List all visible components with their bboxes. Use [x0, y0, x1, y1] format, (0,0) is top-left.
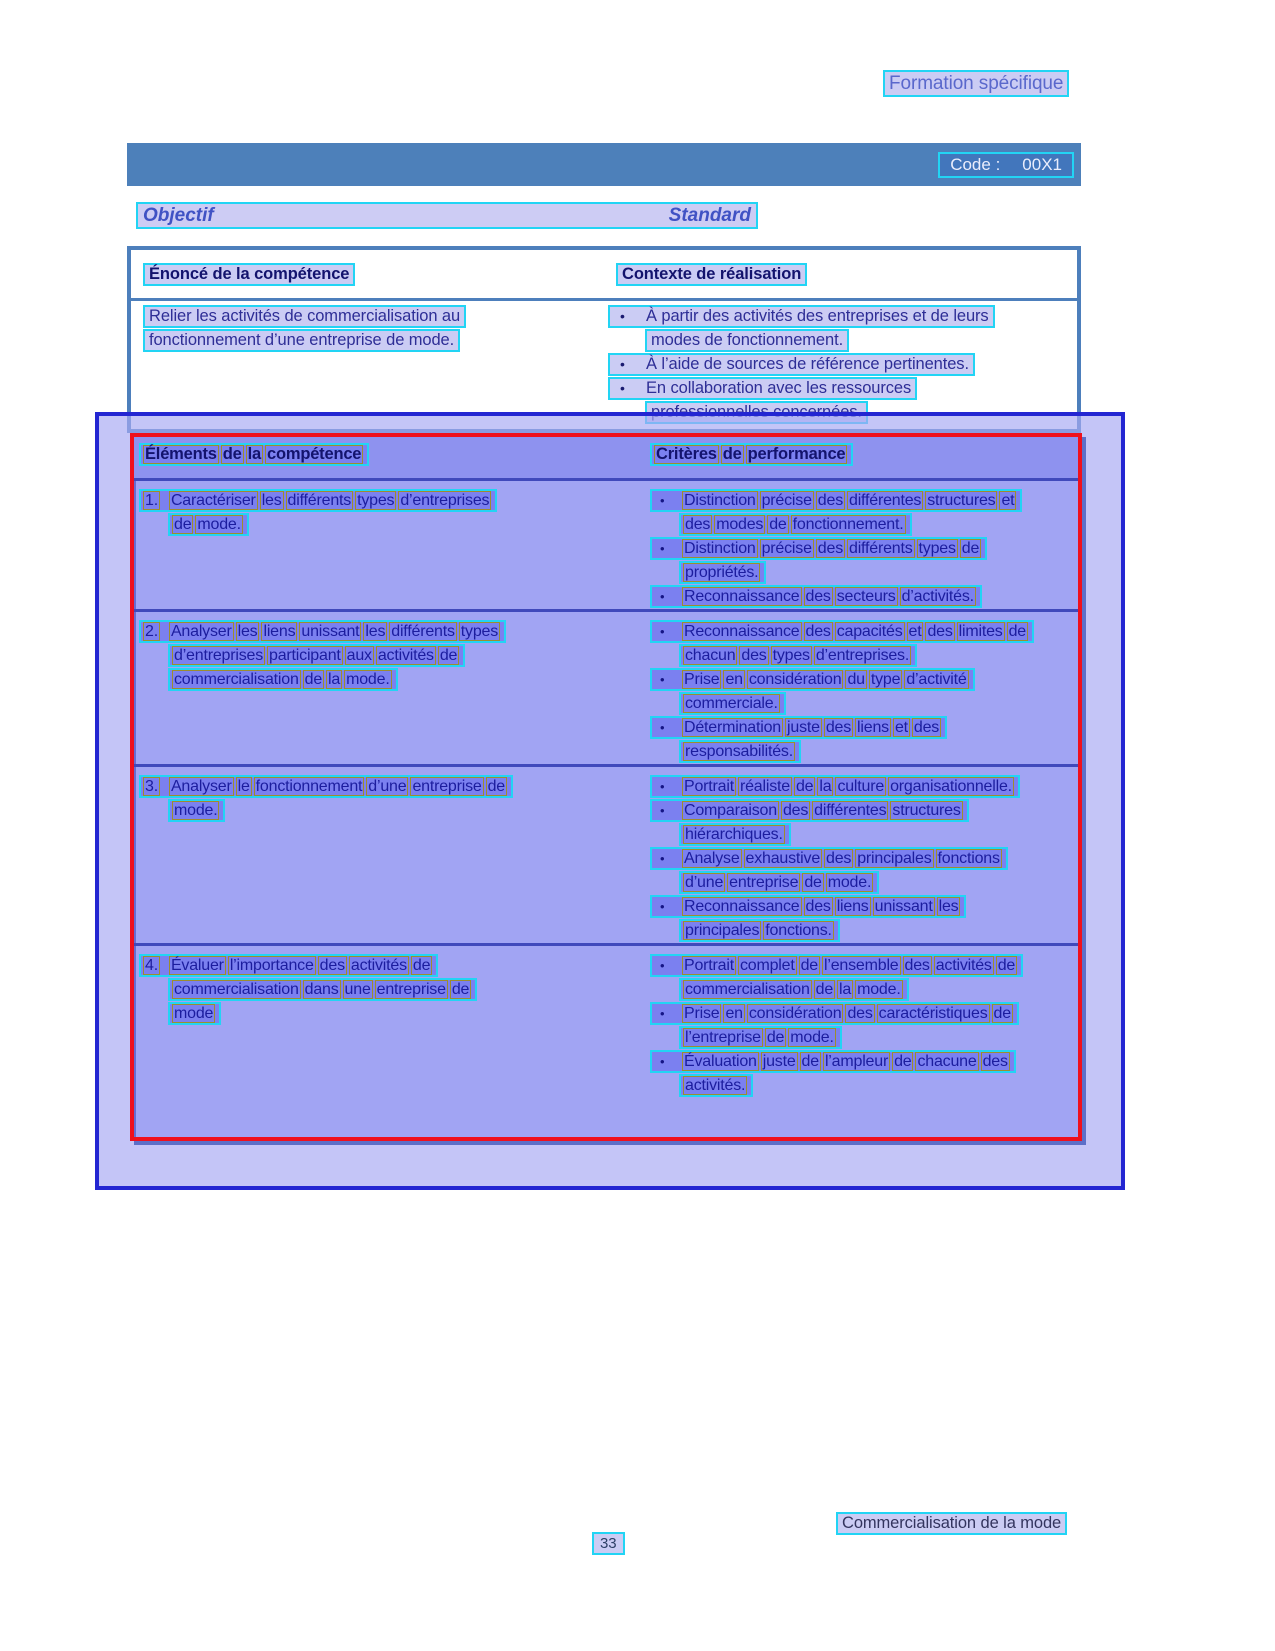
word-box: Portrait	[684, 778, 734, 795]
word-box: en	[725, 1005, 743, 1022]
word-box: Analyse	[684, 850, 740, 867]
text-line	[650, 668, 975, 691]
text-line	[168, 1002, 221, 1025]
word-box: responsabilités.	[685, 743, 793, 760]
standard-heading: Standard	[668, 204, 751, 226]
word-box: précise	[761, 492, 812, 509]
word-box: Reconnaissance	[684, 898, 800, 915]
text-line	[650, 1050, 1016, 1073]
word-box: de	[1008, 623, 1026, 640]
word-box: précise	[761, 540, 812, 557]
line-text: Relier les activités de commercialisation au	[149, 307, 461, 325]
word-box: de	[222, 445, 242, 463]
text-line	[679, 919, 840, 942]
element-cell	[139, 620, 650, 764]
word-box: types	[357, 492, 395, 509]
word-box: compétence	[267, 445, 362, 463]
word-box: participant	[269, 647, 341, 664]
word-box: et	[1001, 492, 1015, 509]
bullet-icon: •	[660, 1054, 665, 1069]
word-box: commercialisation	[174, 981, 299, 998]
word-box: des	[927, 623, 953, 640]
word-box: structures	[892, 802, 961, 819]
word-box: entreprise	[376, 981, 446, 998]
performance-table-body	[134, 481, 1078, 1145]
word-box: mode.	[346, 671, 390, 688]
enonce-header: Énoncé de la compétence	[143, 263, 355, 286]
text-line	[139, 954, 438, 977]
word-box: l’importance	[229, 957, 314, 974]
word-box: d’entreprises	[174, 647, 264, 664]
word-box: capacités	[836, 623, 903, 640]
word-box: de	[997, 957, 1016, 974]
criteria-cell	[650, 620, 1078, 764]
word-box: aux	[346, 647, 372, 664]
text-line	[168, 668, 398, 691]
line-text: À partir des activités des entreprises et de leurs	[646, 307, 989, 325]
text-line	[679, 978, 909, 1001]
text-line	[143, 329, 460, 352]
bullet-icon: •	[660, 541, 665, 556]
word-box: d’activité	[906, 671, 967, 688]
word-box: activités	[377, 647, 434, 664]
word-box: de	[795, 778, 814, 795]
word-box: et	[908, 623, 922, 640]
table-row	[134, 764, 1078, 943]
text-line	[650, 489, 1022, 512]
word-box: fonctionnement.	[792, 516, 904, 533]
word-box: mode	[174, 1005, 214, 1022]
bullet-icon: •	[660, 493, 665, 508]
table-row	[134, 609, 1078, 764]
word-box: principales	[685, 922, 760, 939]
word-box: type	[870, 671, 901, 688]
bullet-icon: •	[660, 851, 665, 866]
word-box: hiérarchiques.	[685, 826, 783, 843]
word-box: liens	[263, 623, 296, 640]
word-box: de	[815, 981, 834, 998]
word-box: de	[439, 647, 458, 664]
competency-table-header	[131, 250, 1077, 301]
text-line	[168, 978, 477, 1001]
text-line	[168, 513, 249, 536]
word-box: exhaustive	[745, 850, 821, 867]
word-box: des	[741, 647, 767, 664]
text-line	[679, 692, 786, 715]
word-box: des	[805, 898, 831, 915]
text-line	[679, 644, 917, 667]
word-box: modes	[716, 516, 764, 533]
word-box: commerciale.	[685, 695, 778, 712]
word-box: différents	[287, 492, 352, 509]
item-number: 3.	[145, 778, 158, 795]
word-box: Comparaison	[684, 802, 777, 819]
bullet-icon: •	[620, 356, 625, 372]
word-box: fonctions	[937, 850, 1000, 867]
line-text: modes de fonctionnement.	[651, 331, 844, 349]
word-box: des	[913, 719, 940, 736]
text-line	[679, 513, 912, 536]
word-box: entreprise	[729, 874, 799, 891]
word-box: culture	[837, 778, 885, 795]
word-box: l’ampleur	[824, 1053, 889, 1070]
word-box: d’entreprises.	[815, 647, 910, 664]
word-box: des	[817, 540, 843, 557]
text-line	[645, 329, 849, 352]
word-box: Portrait	[684, 957, 734, 974]
word-box: Analyser	[170, 623, 232, 640]
item-number: 4.	[145, 957, 158, 974]
element-cell	[139, 775, 650, 943]
footer-doc-title	[836, 1512, 1067, 1535]
word-box: la	[819, 778, 832, 795]
word-box: mode.	[174, 802, 218, 819]
text-line	[143, 305, 466, 328]
word-box: le	[237, 778, 250, 795]
word-box: des	[817, 492, 843, 509]
text-line	[650, 585, 982, 608]
text-line	[679, 561, 766, 584]
word-box: des	[904, 957, 930, 974]
competency-table	[127, 246, 1081, 433]
word-box: unissant	[874, 898, 933, 915]
text-line	[168, 799, 225, 822]
text-line	[650, 443, 853, 466]
word-box: la	[247, 445, 261, 463]
word-box: considération	[748, 671, 842, 688]
word-box: de	[894, 1053, 912, 1070]
performance-table	[130, 433, 1082, 1141]
word-box: propriétés.	[685, 564, 759, 581]
enonce-cell	[143, 305, 608, 425]
word-box: Reconnaissance	[684, 588, 800, 605]
word-box: mode.	[857, 981, 901, 998]
text-line	[139, 489, 497, 512]
word-box: fonctionnement	[255, 778, 363, 795]
word-box: des	[782, 802, 809, 819]
bullet-icon: •	[660, 1006, 665, 1021]
word-box: performance	[747, 445, 846, 463]
word-box: complet	[739, 957, 795, 974]
code-label: Code :	[950, 155, 1001, 174]
contexte-header-cell	[616, 263, 807, 298]
word-box: différentes	[849, 492, 922, 509]
element-cell	[139, 489, 650, 609]
word-box: caractéristiques	[878, 1005, 988, 1022]
word-box: Évaluer	[170, 957, 224, 974]
line-text: À l’aide de sources de référence pertinentes.	[646, 355, 969, 373]
item-number: 1.	[145, 492, 158, 509]
word-box: l’ensemble	[824, 957, 899, 974]
competency-table-body	[131, 301, 1077, 425]
word-box: les	[261, 492, 282, 509]
word-box: considération	[748, 1005, 842, 1022]
criteres-header-cell	[650, 443, 853, 478]
word-box: Détermination	[684, 719, 782, 736]
word-box: Évaluation	[684, 1053, 757, 1070]
text-line	[650, 847, 1008, 870]
word-box: du	[847, 671, 865, 688]
word-box: des	[319, 957, 345, 974]
word-box: activités.	[685, 1077, 746, 1094]
text-line	[679, 1074, 753, 1097]
word-box: structures	[927, 492, 996, 509]
word-box: activités	[350, 957, 407, 974]
text-line	[608, 377, 917, 400]
bullet-icon: •	[660, 672, 665, 687]
word-box: des	[805, 588, 831, 605]
title-banner	[127, 143, 1081, 186]
text-line	[168, 644, 465, 667]
word-box: réaliste	[739, 778, 790, 795]
code-chip	[938, 152, 1074, 178]
word-box: les	[365, 623, 386, 640]
word-box: les	[938, 898, 959, 915]
word-box: différents	[849, 540, 913, 557]
text-line	[650, 537, 987, 560]
word-box: limites	[958, 623, 1003, 640]
word-box: les	[237, 623, 258, 640]
contexte-header: Contexte de réalisation	[616, 263, 807, 286]
word-box: de	[961, 540, 980, 557]
word-box: de	[801, 1053, 819, 1070]
criteria-cell	[650, 775, 1078, 943]
word-box: commercialisation	[685, 981, 810, 998]
word-box: de	[451, 981, 470, 998]
word-box: dans	[304, 981, 339, 998]
text-line	[608, 353, 975, 376]
word-box: Prise	[684, 1005, 720, 1022]
text-line	[679, 1026, 842, 1049]
text-line	[650, 799, 969, 822]
word-box: juste	[787, 719, 820, 736]
word-box: d’entreprises	[400, 492, 490, 509]
word-box: des	[825, 719, 852, 736]
text-line	[650, 954, 1023, 977]
word-box: unissant	[301, 623, 360, 640]
word-box: une	[344, 981, 371, 998]
word-box: de	[766, 1029, 785, 1046]
text-line	[139, 775, 513, 798]
bullet-icon: •	[660, 624, 665, 639]
bullet-icon: •	[660, 958, 665, 973]
contexte-cell	[608, 305, 1077, 425]
word-box: d’activités.	[901, 588, 974, 605]
word-box: Critères	[656, 445, 717, 463]
word-box: principales	[857, 850, 932, 867]
footer-doc-title-text: Commercialisation de la mode	[842, 1514, 1062, 1532]
text-line	[139, 620, 506, 643]
word-box: Caractériser	[170, 492, 256, 509]
bullet-icon: •	[660, 589, 665, 604]
bullet-icon: •	[660, 899, 665, 914]
word-box: chacun	[685, 647, 736, 664]
word-box: différents	[391, 623, 455, 640]
word-box: d’une	[685, 874, 724, 891]
word-box: la	[328, 671, 341, 688]
text-line	[650, 620, 1034, 643]
word-box: fonctions.	[765, 922, 832, 939]
text-line	[650, 775, 1020, 798]
word-box: organisationnelle.	[890, 778, 1012, 795]
word-box: Reconnaissance	[684, 623, 800, 640]
word-box: liens	[857, 719, 889, 736]
text-line	[679, 740, 801, 763]
text-line	[139, 443, 369, 466]
word-box: la	[839, 981, 852, 998]
bullet-icon: •	[660, 779, 665, 794]
word-box: de	[804, 874, 822, 891]
elements-header-cell	[139, 443, 650, 478]
bullet-icon: •	[660, 803, 665, 818]
page-number-text: 33	[600, 1535, 617, 1552]
word-box: différentes	[814, 802, 887, 819]
enonce-header-cell	[143, 263, 616, 298]
bullet-icon: •	[620, 308, 625, 324]
word-box: Distinction	[684, 540, 756, 557]
page-number	[592, 1532, 625, 1555]
word-box: de	[174, 516, 192, 533]
word-box: Prise	[684, 671, 720, 688]
word-box: types	[772, 647, 810, 664]
word-box: de	[487, 778, 505, 795]
criteria-cell	[650, 489, 1078, 609]
bullet-icon: •	[660, 720, 665, 735]
word-box: de	[304, 671, 323, 688]
item-number: 2.	[145, 623, 158, 640]
text-line	[650, 895, 966, 918]
bullet-icon: •	[620, 380, 625, 396]
line-text: En collaboration avec les ressources	[646, 379, 912, 397]
word-box: commercialisation	[174, 671, 299, 688]
word-box: Éléments	[145, 445, 217, 463]
table-row	[134, 481, 1078, 609]
word-box: de	[412, 957, 431, 974]
word-box: de	[722, 445, 742, 463]
text-line	[650, 1002, 1019, 1025]
word-box: activités	[935, 957, 992, 974]
word-box: des	[982, 1053, 1008, 1070]
word-box: secteurs	[836, 588, 896, 605]
word-box: mode.	[790, 1029, 834, 1046]
word-box: des	[826, 850, 852, 867]
word-box: mode.	[827, 874, 872, 891]
word-box: en	[725, 671, 743, 688]
line-text: fonctionnement d’une entreprise de mode.	[149, 331, 455, 349]
word-box: mode.	[197, 516, 241, 533]
text-line	[608, 305, 995, 328]
word-box: de	[800, 957, 819, 974]
word-box: des	[685, 516, 711, 533]
text-line	[679, 823, 791, 846]
word-box: de	[769, 516, 787, 533]
objectif-standard-bar	[136, 202, 758, 229]
eyebrow-label: Formation spécifique	[889, 72, 1064, 94]
code-value: 00X1	[1022, 155, 1062, 174]
objectif-heading: Objectif	[143, 204, 214, 226]
word-box: et	[894, 719, 908, 736]
word-box: Analyser	[170, 778, 232, 795]
word-box: types	[918, 540, 956, 557]
text-line	[679, 871, 879, 894]
word-box: l’entreprise	[685, 1029, 761, 1046]
criteria-cell	[650, 954, 1078, 1145]
word-box: chacune	[917, 1053, 977, 1070]
word-box: liens	[836, 898, 869, 915]
word-box: d’une	[368, 778, 407, 795]
text-line	[650, 716, 947, 739]
element-cell	[139, 954, 650, 1145]
word-box: de	[993, 1005, 1011, 1022]
word-box: des	[805, 623, 831, 640]
word-box: entreprise	[412, 778, 482, 795]
performance-table-header	[134, 437, 1078, 481]
word-box: types	[460, 623, 499, 640]
word-box: des	[847, 1005, 873, 1022]
word-box: juste	[762, 1053, 796, 1070]
word-box: Distinction	[684, 492, 756, 509]
table-row	[134, 943, 1078, 1145]
eyebrow-text	[883, 70, 1069, 97]
